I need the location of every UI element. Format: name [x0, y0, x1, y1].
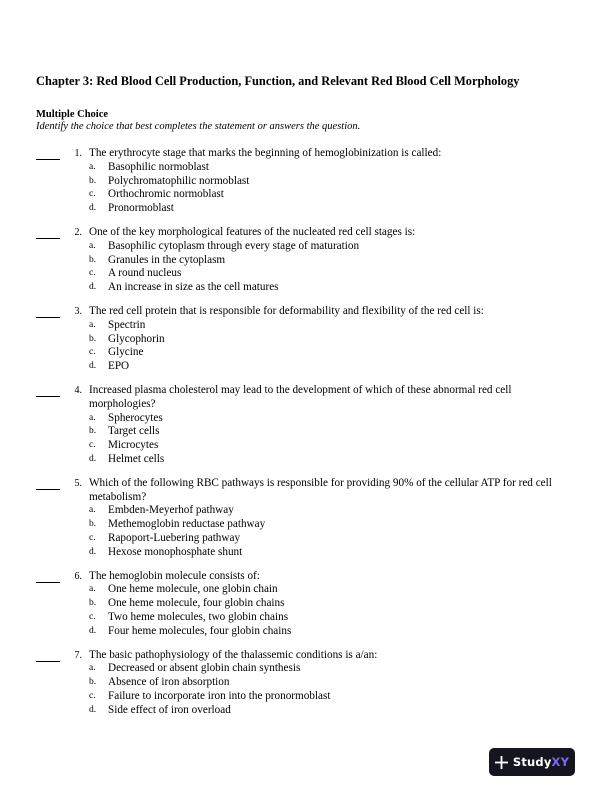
answer-option — [0, 690, 612, 704]
question-number: 3. — [74, 305, 82, 317]
answer-option — [0, 425, 612, 439]
option-label: a. — [89, 584, 96, 595]
option-label: d. — [89, 704, 97, 715]
option-label: c. — [89, 611, 96, 622]
answer-option — [0, 625, 612, 639]
option-label: a. — [89, 505, 96, 516]
question-item — [0, 384, 612, 467]
option-label: d. — [89, 361, 97, 372]
option-label: a. — [89, 240, 96, 251]
option-label: b. — [89, 333, 97, 344]
option-text: Orthochromic normoblast — [108, 188, 224, 201]
answer-option — [0, 254, 612, 268]
answer-option — [0, 704, 612, 718]
question-stem: Increased plasma cholesterol may lead to the development of which of these abnormal red cell morphologies? — [89, 383, 512, 410]
option-text: Target cells — [108, 425, 160, 438]
option-text: One heme molecule, four globin chains — [108, 597, 285, 610]
option-text: EPO — [108, 360, 130, 373]
option-text: Polychromatophilic normoblast — [108, 174, 250, 187]
answer-option — [0, 611, 612, 625]
question-stem: The red cell protein that is responsible for deformability and flexibility of the red cell is: — [89, 304, 484, 317]
question-number: 1. — [74, 148, 82, 159]
answer-option — [0, 504, 612, 518]
answer-option — [0, 532, 612, 546]
answer-blank[interactable] — [36, 384, 60, 397]
option-text: Hexose monophosphate shunt — [108, 545, 243, 558]
question-item — [0, 305, 612, 374]
answer-option — [0, 360, 612, 374]
answer-option — [0, 188, 612, 202]
question-stem: The erythrocyte stage that marks the beginning of hemoglobinization is called: — [89, 147, 442, 159]
option-label: c. — [89, 347, 96, 358]
answer-option — [0, 546, 612, 560]
answer-blank[interactable] — [36, 226, 60, 239]
option-label: c. — [89, 440, 96, 451]
answer-option — [0, 202, 612, 216]
option-text: Helmet cells — [108, 452, 165, 465]
answer-blank[interactable] — [36, 477, 60, 490]
question-number: 6. — [74, 570, 82, 582]
option-text: Rapoport-Luebering pathway — [108, 531, 241, 544]
question-number: 4. — [74, 384, 82, 396]
option-text: Spherocytes — [108, 411, 163, 424]
option-label: c. — [89, 189, 96, 200]
question-stem: Which of the following RBC pathways is responsible for providing 90% of the cellular ATP for red cell metabolism? — [89, 476, 552, 503]
option-text: Glycine — [108, 346, 144, 359]
answer-option — [0, 267, 612, 281]
option-text: Methemoglobin reductase pathway — [108, 518, 266, 531]
option-label: d. — [89, 203, 97, 214]
option-label: b. — [89, 254, 97, 265]
logo-text — [513, 755, 569, 769]
option-text: Spectrin — [108, 318, 146, 331]
question-item — [0, 477, 612, 560]
answer-blank[interactable] — [36, 649, 60, 662]
question-number: 5. — [74, 477, 82, 489]
option-label: c. — [89, 532, 96, 543]
answer-option — [0, 597, 612, 611]
question-stem: One of the key morphological features of the nucleated red cell stages is: — [89, 225, 416, 238]
question-stem: The hemoglobin molecule consists of: — [89, 569, 260, 582]
question-stem: The basic pathophysiology of the thalassemic conditions is a/an: — [89, 648, 378, 661]
question-item — [0, 147, 612, 216]
option-label: b. — [89, 519, 97, 530]
answer-option — [0, 240, 612, 254]
option-text: Microcytes — [108, 439, 159, 452]
option-label: d. — [89, 282, 97, 293]
answer-option — [0, 319, 612, 333]
logo-text-main: Study — [512, 755, 552, 769]
option-text: Embden-Meyerhof pathway — [108, 504, 234, 517]
studyxy-logo — [489, 748, 575, 776]
option-label: c. — [89, 268, 96, 279]
option-text: Pronormoblast — [108, 202, 174, 215]
logo-text-accent: XY — [551, 755, 570, 769]
option-text: Absence of iron absorption — [108, 676, 230, 689]
question-item — [0, 570, 612, 639]
option-label: d. — [89, 625, 97, 636]
option-label: a. — [89, 663, 96, 674]
section-title: Multiple Choice — [36, 109, 109, 120]
answer-blank[interactable] — [36, 570, 60, 583]
option-label: a. — [89, 161, 96, 172]
option-text: Four heme molecules, four globin chains — [108, 624, 292, 637]
question-item — [0, 226, 612, 295]
answer-option — [0, 518, 612, 532]
answer-option — [0, 412, 612, 426]
option-label: b. — [89, 175, 97, 186]
question-number: 7. — [74, 649, 82, 661]
option-text: One heme molecule, one globin chain — [108, 583, 278, 596]
option-label: b. — [89, 426, 97, 437]
answer-option — [0, 346, 612, 360]
question-list — [0, 147, 612, 727]
option-label: d. — [89, 546, 97, 557]
option-text: Failure to incorporate iron into the pronormoblast — [108, 689, 331, 702]
answer-option — [0, 333, 612, 347]
answer-blank[interactable] — [36, 305, 60, 318]
option-text: Basophilic cytoplasm through every stage of maturation — [108, 239, 360, 252]
option-text: An increase in size as the cell matures — [108, 281, 279, 294]
answer-option — [0, 662, 612, 676]
option-label: a. — [89, 319, 96, 330]
option-text: Decreased or absent globin chain synthesis — [108, 662, 301, 675]
question-item — [0, 649, 612, 718]
option-text: Basophilic normoblast — [108, 160, 209, 173]
option-label: c. — [89, 690, 96, 701]
answer-option — [0, 453, 612, 467]
chapter-title: Chapter 3: Red Blood Cell Production, Function, and Relevant Red Blood Cell Morphology — [36, 74, 520, 88]
option-label: d. — [89, 453, 97, 464]
option-text: Side effect of iron overload — [108, 703, 231, 716]
answer-option — [0, 175, 612, 189]
option-text: Granules in the cytoplasm — [108, 253, 226, 266]
option-label: b. — [89, 677, 97, 688]
option-label: b. — [89, 598, 97, 609]
option-label: a. — [89, 412, 96, 423]
instructions: Identify the choice that best completes the statement or answers the question. — [36, 121, 361, 132]
answer-option — [0, 281, 612, 295]
answer-blank[interactable] — [36, 147, 60, 160]
option-text: Glycophorin — [108, 332, 165, 345]
answer-option — [0, 439, 612, 453]
option-text: A round nucleus — [108, 267, 182, 280]
answer-option — [0, 676, 612, 690]
answer-option — [0, 583, 612, 597]
question-number: 2. — [74, 226, 82, 238]
plus-icon — [495, 756, 508, 769]
option-text: Two heme molecules, two globin chains — [108, 610, 289, 623]
answer-option — [0, 161, 612, 175]
